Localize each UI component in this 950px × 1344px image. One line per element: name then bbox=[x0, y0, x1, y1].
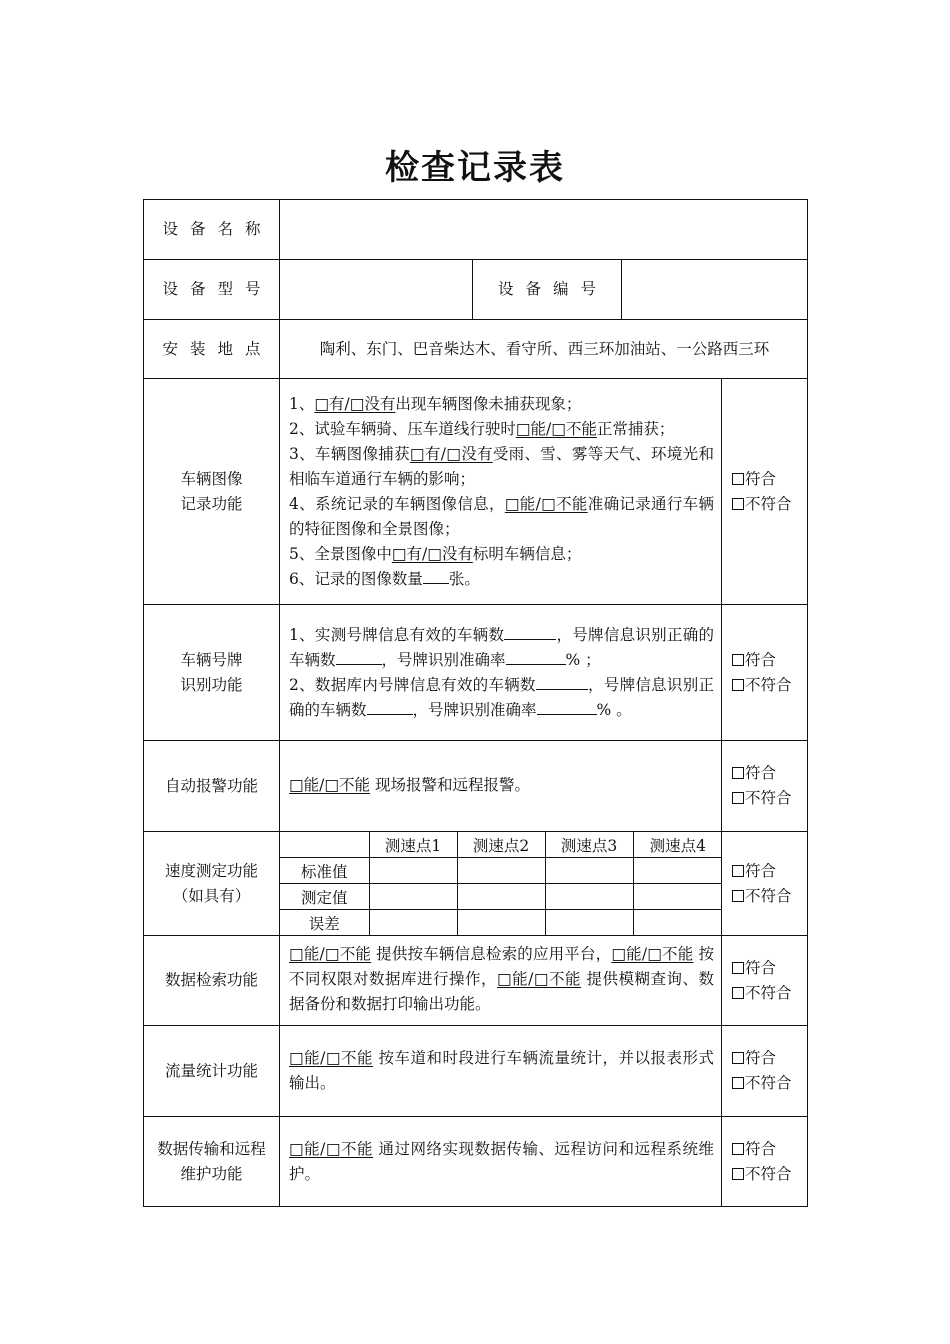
device-number-label: 设备编号 bbox=[473, 260, 622, 320]
speed-row-header: 误差 bbox=[280, 910, 369, 936]
flow-stats-content: □能/□不能 按车道和时段进行车辆流量统计，并以报表形式输出。 bbox=[280, 1026, 722, 1117]
checkbox-icon[interactable] bbox=[732, 473, 744, 485]
image-capture-item-2 bbox=[289, 417, 714, 442]
fail-option[interactable]: 不符合 bbox=[732, 673, 807, 698]
fail-option[interactable]: 不符合 bbox=[732, 1162, 807, 1187]
image-capture-item-3 bbox=[289, 442, 714, 492]
fail-option[interactable]: 不符合 bbox=[732, 492, 807, 517]
checkbox-icon[interactable] bbox=[732, 792, 744, 804]
data-search-content: □能/□不能 提供按车辆信息检索的应用平台，□能/□不能 按不同权限对数据库进行操作，□能/□不能 提供模糊查询、数据备份和数据打印输出功能。 bbox=[280, 936, 722, 1026]
image-capture-label-line1: 车辆图像 bbox=[180, 469, 243, 488]
speed-label bbox=[144, 832, 280, 936]
option-can-or-not[interactable]: □能/□不能 bbox=[289, 945, 372, 963]
pass-option[interactable]: 符合 bbox=[732, 648, 807, 673]
item-text: 标明车辆信息； bbox=[472, 544, 582, 563]
data-search-result bbox=[722, 936, 808, 1026]
image-capture-item-1 bbox=[289, 392, 714, 417]
speed-col-header: 测速点2 bbox=[457, 832, 545, 858]
checkbox-icon[interactable] bbox=[732, 1143, 744, 1155]
pass-option[interactable]: 符合 bbox=[732, 761, 807, 786]
speed-value-cell[interactable] bbox=[633, 884, 722, 910]
speed-col-header: 测速点3 bbox=[545, 832, 633, 858]
valid-count-blank[interactable] bbox=[504, 623, 556, 640]
plate-recognition-label bbox=[144, 605, 280, 741]
option-has-or-not[interactable]: □有/□没有 bbox=[391, 544, 473, 563]
row-flow-stats bbox=[144, 1026, 808, 1117]
speed-row-standard bbox=[280, 858, 722, 884]
checkbox-icon[interactable] bbox=[732, 890, 744, 902]
row-speed bbox=[144, 832, 808, 936]
plate-recognition-content bbox=[280, 605, 722, 741]
speed-row-header: 测定值 bbox=[280, 884, 369, 910]
image-capture-item-5 bbox=[289, 542, 714, 567]
data-transfer-label bbox=[144, 1117, 280, 1207]
checkbox-icon[interactable] bbox=[732, 767, 744, 779]
option-can-or-not[interactable]: □能/□不能 bbox=[515, 419, 597, 438]
speed-value-cell[interactable] bbox=[633, 858, 722, 884]
image-capture-item-4 bbox=[289, 492, 714, 542]
fail-option[interactable]: 不符合 bbox=[732, 1071, 807, 1096]
device-name-label: 设备名称 bbox=[144, 200, 280, 260]
auto-alarm-result bbox=[722, 741, 808, 832]
install-location-label: 安装地点 bbox=[144, 320, 280, 379]
speed-value-cell[interactable] bbox=[369, 884, 457, 910]
db-correct-count-blank[interactable] bbox=[367, 698, 413, 715]
speed-value-cell[interactable] bbox=[545, 858, 633, 884]
plate-item-2: 2、数据库内号牌信息有效的车辆数 ，号牌信息识别正确的车辆数 ，号牌识别准确率 % 。 bbox=[289, 673, 714, 723]
checkbox-icon[interactable] bbox=[732, 1077, 744, 1089]
checkbox-icon[interactable] bbox=[732, 679, 744, 691]
plate-label-line1: 车辆号牌 bbox=[180, 650, 243, 669]
checkbox-icon[interactable] bbox=[732, 987, 744, 999]
data-search-label: 数据检索功能 bbox=[144, 936, 280, 1026]
speed-value-cell[interactable] bbox=[457, 858, 545, 884]
pass-option[interactable]: 符合 bbox=[732, 956, 807, 981]
option-can-or-not[interactable]: □能/□不能 bbox=[289, 1140, 374, 1158]
image-capture-item-6 bbox=[289, 567, 714, 592]
inspection-form bbox=[143, 199, 808, 1207]
plate-item-1: 1、实测号牌信息有效的车辆数 ，号牌信息识别正确的车辆数 ，号牌识别准确率 % ； bbox=[289, 623, 714, 673]
data-transfer-label-line1: 数据传输和远程 bbox=[157, 1139, 266, 1158]
option-can-or-not[interactable]: □能/□不能 bbox=[289, 1049, 374, 1067]
image-capture-label bbox=[144, 379, 280, 605]
flow-stats-label: 流量统计功能 bbox=[144, 1026, 280, 1117]
page-title: 检查记录表 bbox=[385, 148, 565, 188]
pass-option[interactable]: 符合 bbox=[732, 1046, 807, 1071]
pass-option[interactable]: 符合 bbox=[732, 859, 807, 884]
install-location-value[interactable]: 陶利、东门、巴音柴达木、看守所、西三环加油站、一公路西三环 bbox=[280, 320, 808, 379]
image-capture-label-line2: 记录功能 bbox=[180, 494, 243, 513]
speed-label-line2: （如具有） bbox=[172, 886, 251, 905]
speed-value-cell[interactable] bbox=[545, 884, 633, 910]
pass-option[interactable]: 符合 bbox=[732, 467, 807, 492]
item-text: 张。 bbox=[448, 569, 480, 588]
speed-value-cell[interactable] bbox=[369, 858, 457, 884]
item-text: 准确记录通行车辆的特征图像和全景图像； bbox=[289, 494, 714, 538]
item-prefix: 6、记录的图像数量 bbox=[289, 569, 423, 588]
item-text: 正常捕获； bbox=[596, 419, 675, 438]
image-count-blank[interactable] bbox=[423, 567, 449, 584]
fail-option[interactable]: 不符合 bbox=[732, 981, 807, 1006]
checkbox-icon[interactable] bbox=[732, 498, 744, 510]
item-prefix: 4、系统记录的车辆图像信息， bbox=[289, 494, 505, 513]
checkbox-icon[interactable] bbox=[732, 1168, 744, 1180]
data-transfer-result bbox=[722, 1117, 808, 1207]
item-text: 现场报警和远程报警。 bbox=[370, 776, 530, 794]
row-device-name bbox=[144, 200, 808, 260]
speed-header-row bbox=[280, 832, 722, 858]
correct-count-blank[interactable] bbox=[336, 648, 382, 665]
device-number-field[interactable] bbox=[622, 260, 808, 320]
item-prefix: 3、车辆图像捕获 bbox=[289, 444, 410, 463]
item-text: 出现车辆图像未捕获现象； bbox=[395, 394, 582, 413]
speed-row-header: 标准值 bbox=[280, 858, 369, 884]
fail-option[interactable]: 不符合 bbox=[732, 786, 807, 811]
image-capture-result bbox=[722, 379, 808, 605]
checkbox-icon[interactable] bbox=[732, 865, 744, 877]
item-text: 受雨、雪、雾等天气、环境光和相临车道通行车辆的影响； bbox=[289, 444, 714, 488]
speed-grid-cell bbox=[280, 832, 722, 936]
data-transfer-label-line2: 维护功能 bbox=[180, 1164, 243, 1183]
db-valid-count-blank[interactable] bbox=[536, 673, 588, 690]
auto-alarm-content bbox=[280, 741, 722, 832]
speed-value-cell[interactable] bbox=[633, 910, 722, 936]
checkbox-icon[interactable] bbox=[732, 962, 744, 974]
checkbox-icon[interactable] bbox=[732, 654, 744, 666]
option-has-or-not[interactable]: □有/□没有 bbox=[314, 394, 396, 413]
speed-result bbox=[722, 832, 808, 936]
row-device-model bbox=[144, 260, 808, 320]
speed-corner-cell bbox=[280, 832, 369, 858]
row-install-location bbox=[144, 320, 808, 379]
speed-value-cell[interactable] bbox=[457, 884, 545, 910]
plate-recognition-result bbox=[722, 605, 808, 741]
option-can-or-not[interactable]: □能/□不能 bbox=[504, 494, 588, 513]
auto-alarm-label: 自动报警功能 bbox=[144, 741, 280, 832]
db-accuracy-blank[interactable] bbox=[537, 698, 597, 715]
speed-label-line1: 速度测定功能 bbox=[164, 861, 258, 880]
plate-label-line2: 识别功能 bbox=[180, 675, 243, 694]
row-data-search bbox=[144, 936, 808, 1026]
pass-option[interactable]: 符合 bbox=[732, 1137, 807, 1162]
checkbox-icon[interactable] bbox=[732, 1052, 744, 1064]
speed-value-cell[interactable] bbox=[369, 910, 457, 936]
option-has-or-not[interactable]: □有/□没有 bbox=[409, 444, 493, 463]
speed-value-cell[interactable] bbox=[457, 910, 545, 936]
device-model-label: 设备型号 bbox=[144, 260, 280, 320]
speed-col-header: 测速点1 bbox=[369, 832, 457, 858]
accuracy-blank[interactable] bbox=[506, 648, 566, 665]
option-can-or-not[interactable]: □能/□不能 bbox=[497, 970, 582, 988]
data-transfer-content: □能/□不能 通过网络实现数据传输、远程访问和远程系统维护。 bbox=[280, 1117, 722, 1207]
speed-row-measured bbox=[280, 884, 722, 910]
item-prefix: 5、全景图像中 bbox=[289, 544, 392, 563]
flow-stats-result bbox=[722, 1026, 808, 1117]
speed-value-cell[interactable] bbox=[545, 910, 633, 936]
row-data-transfer bbox=[144, 1117, 808, 1207]
device-name-field[interactable] bbox=[280, 200, 808, 260]
row-plate-recognition bbox=[144, 605, 808, 741]
item-prefix: 2、试验车辆骑、压车道线行驶时 bbox=[289, 419, 516, 438]
option-can-or-not[interactable]: □能/□不能 bbox=[289, 776, 371, 794]
fail-option[interactable]: 不符合 bbox=[732, 884, 807, 909]
speed-col-header: 测速点4 bbox=[633, 832, 722, 858]
option-can-or-not[interactable]: □能/□不能 bbox=[611, 945, 694, 963]
row-auto-alarm bbox=[144, 741, 808, 832]
device-model-field[interactable] bbox=[280, 260, 473, 320]
item-prefix: 1、 bbox=[289, 394, 315, 413]
row-image-capture bbox=[144, 379, 808, 605]
image-capture-content bbox=[280, 379, 722, 605]
speed-row-error bbox=[280, 910, 722, 936]
speed-grid bbox=[280, 832, 722, 935]
